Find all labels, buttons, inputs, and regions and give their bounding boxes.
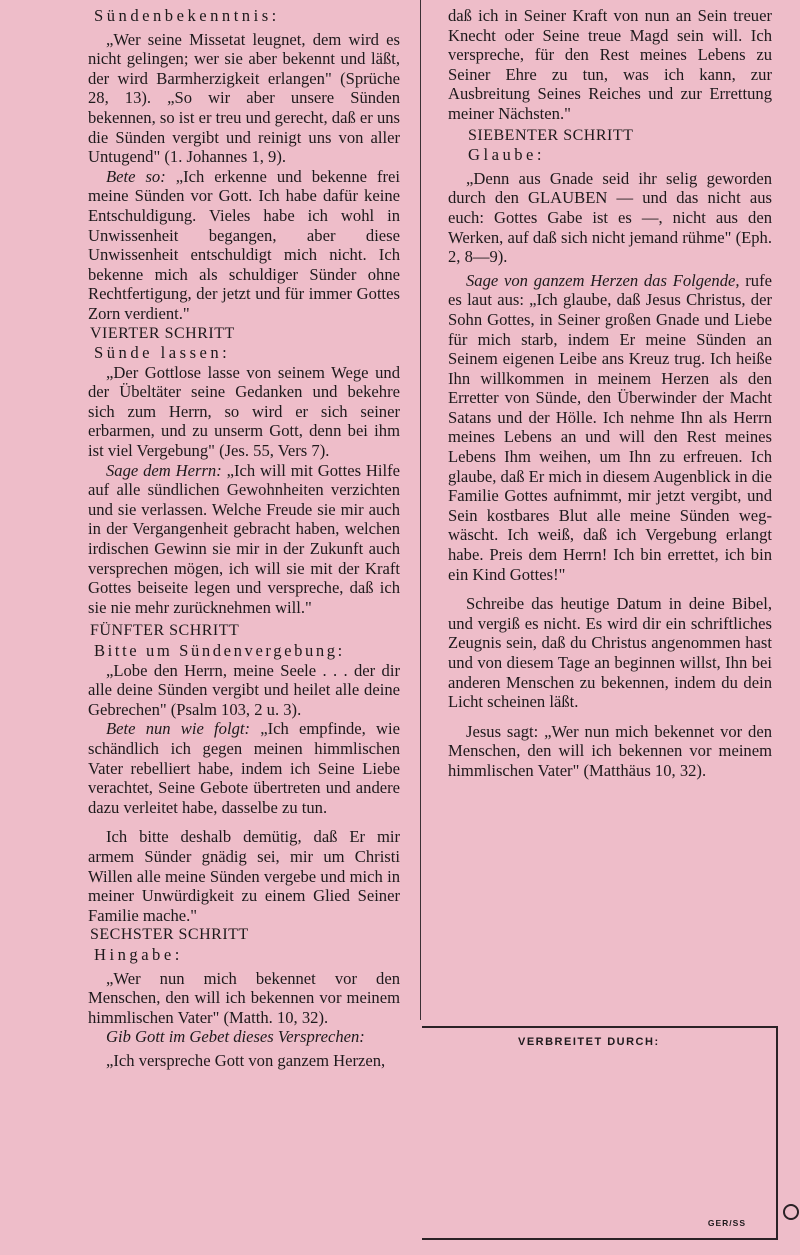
paragraph: Jesus sagt: „Wer nun mich bekennet vor den Menschen, den will ich bekennen vor meinem himmlischen Vater" (Matthäus 10, 32). xyxy=(448,721,772,780)
paragraph-lead: Bete so: xyxy=(106,166,166,186)
column-divider xyxy=(420,0,421,1020)
paragraph-text: „Ich will mit Gottes Hilfe auf alle sündlichen Gewohnheiten verzichten und sie verlassen. Welche Freude sie mir auch in der Vergangenheit gebracht haben, welchen irdischen Gewinn sie mir in der Zukunft auch versprechen mögen, ich will sie mit der Kraft Gottes beiseite legen und verspreche, daß ich sie nie mehr zurücknehmen will." xyxy=(88,460,400,617)
paragraph-lead: Sage dem Herrn: xyxy=(106,460,222,480)
seal-icon xyxy=(783,1204,799,1220)
distribution-box-title: VERBREITET DURCH: xyxy=(518,1036,660,1048)
paragraph-text: „Ich empfinde, wie schändlich ich gegen meinen himmlischen Vater rebelliert habe, indem ich Seine Liebe verachtet, Seine Gebote übertreten und andere dazu verleitet habe, dasselbe zu tun. xyxy=(88,719,400,817)
publication-code: GER/SS xyxy=(707,1218,746,1228)
step-4-subheading: Sünde lassen: xyxy=(94,343,231,363)
step-7-heading: SIEBENTER SCHRITT xyxy=(468,126,634,144)
step-4-heading: VIERTER SCHRITT xyxy=(90,324,235,342)
paragraph: „Denn aus Gnade seid ihr selig geworden durch den GLAUBEN — und das nicht aus euch: Gottes Gabe ist es —, nicht aus den Werken, auf daß sich nicht jemand rühme" (Eph. 2, 8—9). xyxy=(448,168,772,267)
left-column xyxy=(88,6,400,1070)
paragraph xyxy=(88,719,400,817)
paragraph xyxy=(88,167,400,324)
paragraph: Schreibe das heutige Datum in deine Bibel, und vergiß es nicht. Es wird dir ein schriftliches Zeugnis sein, daß du Christus angenommen hast und von diesem Tage an beginnen willst, Ihn bei anderen Menschen zu bekennen, indem du dein Licht scheinen läßt. xyxy=(448,594,772,712)
step-6-heading: SECHSTER SCHRITT xyxy=(90,926,249,944)
paragraph: „Der Gottlose lasse von seinem Wege und der Übeltäter seine Gedanken und bekehre sich zum Herrn, so wird er sich seiner erbarmen, und zu unserm Gott, denn bei ihm ist viel Vergebung" (Jes. 55, Vers 7). xyxy=(88,362,400,461)
paragraph-text: „Ich erkenne und bekenne frei meine Sünden vor Gott. Ich habe dafür keine Entschuldigung. Vieles habe ich wohl in Unwissenheit begangen, aber diese Unwissenheit entschuldigt mich nicht. Ich bekenne mich als schuldiger Sünder ohne Rechtfertigung, der jetzt und für immer Gottes Zorn verdient." xyxy=(88,166,401,323)
paragraph xyxy=(448,271,772,585)
paragraph: „Ich verspreche Gott von ganzem Herzen, xyxy=(106,1050,386,1070)
paragraph xyxy=(88,1027,400,1047)
paragraph-lead: Sage von ganzem Herzen das Folgende, xyxy=(466,270,740,290)
paragraph: Ich bitte deshalb demütig, daß Er mir armem Sünder gnädig sei, mir um Christi Willen alle meine Sünden vergebe und mich in meiner Unwürdigkeit zu einem Glied Seiner Familie mache." xyxy=(88,827,400,925)
step-5-subheading: Bitte um Sündenvergebung: xyxy=(94,641,345,660)
paragraph: „Wer seine Missetat leugnet, dem wird es nicht gelingen; wer sie aber bekennt und läßt, der wird Barmherzigkeit erlangen" (Sprüche 28, 13). „So wir aber unsere Sünden bekennen, so ist er treu und gerecht, daß er uns die Sünden vergibt und reinigt uns von aller Untugend" (1. Johannes 1, 9). xyxy=(88,29,400,167)
paragraph-text: rufe es laut aus: „Ich glaube, daß Jesus Christus, der Sohn Gottes, in Seiner großen Gnade und Liebe für mich starb, indem Er meine Sünden an Seinem eigenen Leibe ans Kreuz trug. Ich heiße Ihn willkommen in meinem Herzen als den Erretter von Sünde, den Überwinder der Macht Satans und der Hölle. Ich nehme Ihn als Herrn meines Lebens an und will den Rest meines Lebens Ihm weihen, um Ihn zu erfreuen. Ich glaube, daß Er mich in diesem Augenblick in die Familie Gottes aufnimmt, mir jetzt vergibt, und Sein kostbares Blut alle meine Sünden weg-wäscht. Ich weiß, daß ich Vergebung erlangt habe. Preis dem Herrn! Ich bin errettet, ich bin ein Kind Gottes!" xyxy=(448,270,772,584)
distribution-box xyxy=(422,1026,778,1240)
right-column xyxy=(448,6,772,781)
paragraph: „Lobe den Herrn, meine Seele . . . der dir alle deine Sünden vergibt und heilet alle deine Gebrechen" (Psalm 103, 2 u. 3). xyxy=(88,660,400,719)
step-6-subheading: Hingabe: xyxy=(94,944,183,964)
paragraph: „Wer nun mich bekennet vor den Menschen, den will ich bekennen vor meinem himmlischen Vater" (Matth. 10, 32). xyxy=(88,968,400,1027)
step-5-heading: FÜNFTER SCHRITT xyxy=(90,622,240,640)
paragraph-text: Gib Gott im Gebet dieses Versprechen: xyxy=(106,1027,365,1047)
step-3-subheading: Sündenbekenntnis: xyxy=(94,6,280,25)
paragraph xyxy=(88,461,400,618)
step-7-subheading: Glaube: xyxy=(468,145,546,165)
paragraph: daß ich in Seiner Kraft von nun an Sein treuer Knecht oder Seine treue Magd sein will. Ich verspreche, für den Rest meines Lebens zu Seiner Ehre zu tun, was ich kann, zur Ausbreitung Seines Reiches und zur Errettung meiner Nächsten." xyxy=(448,6,772,123)
paragraph-lead: Bete nun wie folgt: xyxy=(106,719,251,739)
